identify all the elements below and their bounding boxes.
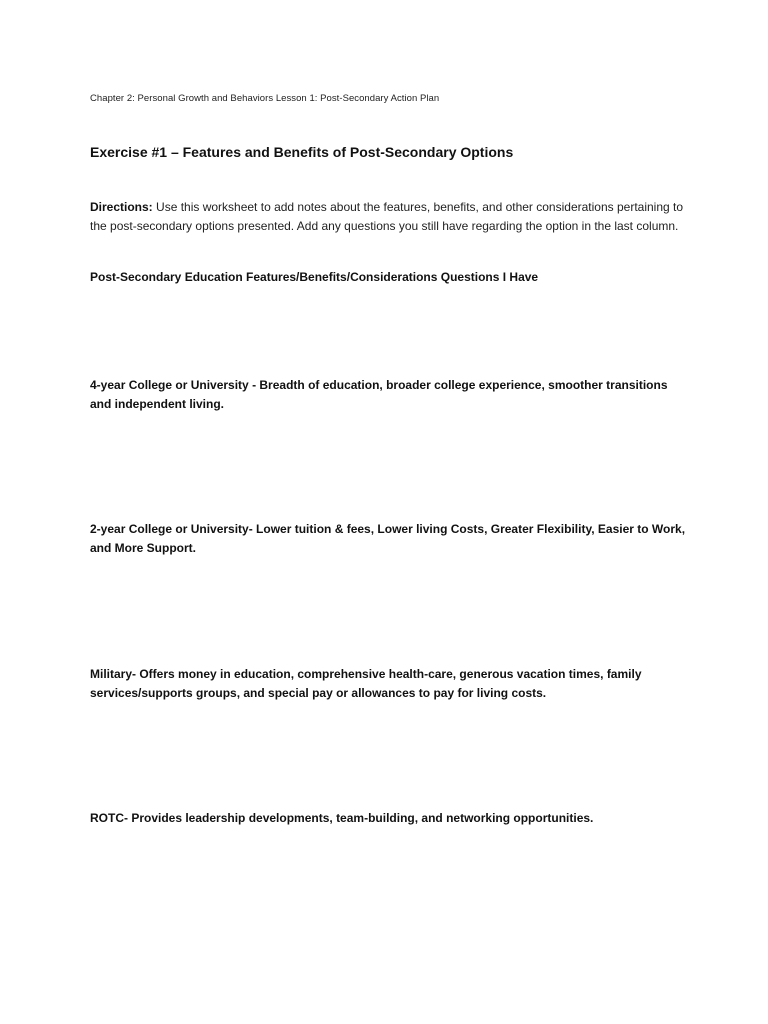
option-2-year-college: 2-year College or University- Lower tuition & fees, Lower living Costs, Greater Flexibility, Easier to Work, and More Support.: [90, 522, 686, 555]
option-military: Military- Offers money in education, comprehensive health-care, generous vacation times, family services/supports groups, and special pay or allowances to pay for living costs.: [90, 667, 642, 700]
chapter-header: Chapter 2: Personal Growth and Behaviors Lesson 1: Post-Secondary Action Plan: [90, 93, 440, 104]
exercise-title: Exercise #1 – Features and Benefits of Post-Secondary Options: [90, 144, 514, 160]
table-header-row: Post-Secondary Education Features/Benefits/Considerations Questions I Have: [90, 270, 539, 284]
directions-text: Use this worksheet to add notes about the features, benefits, and other considerations pertaining to the post-secondary options presented. Add any questions you still have regarding the option in the last column.: [90, 200, 684, 233]
option-rotc: ROTC- Provides leadership developments, team-building, and networking opportunities.: [90, 811, 594, 825]
directions-label: Directions:: [90, 200, 153, 214]
option-4-year-college: 4-year College or University - Breadth of education, broader college experience, smoother transitions and independent living.: [90, 378, 668, 411]
directions-paragraph: [90, 198, 690, 235]
